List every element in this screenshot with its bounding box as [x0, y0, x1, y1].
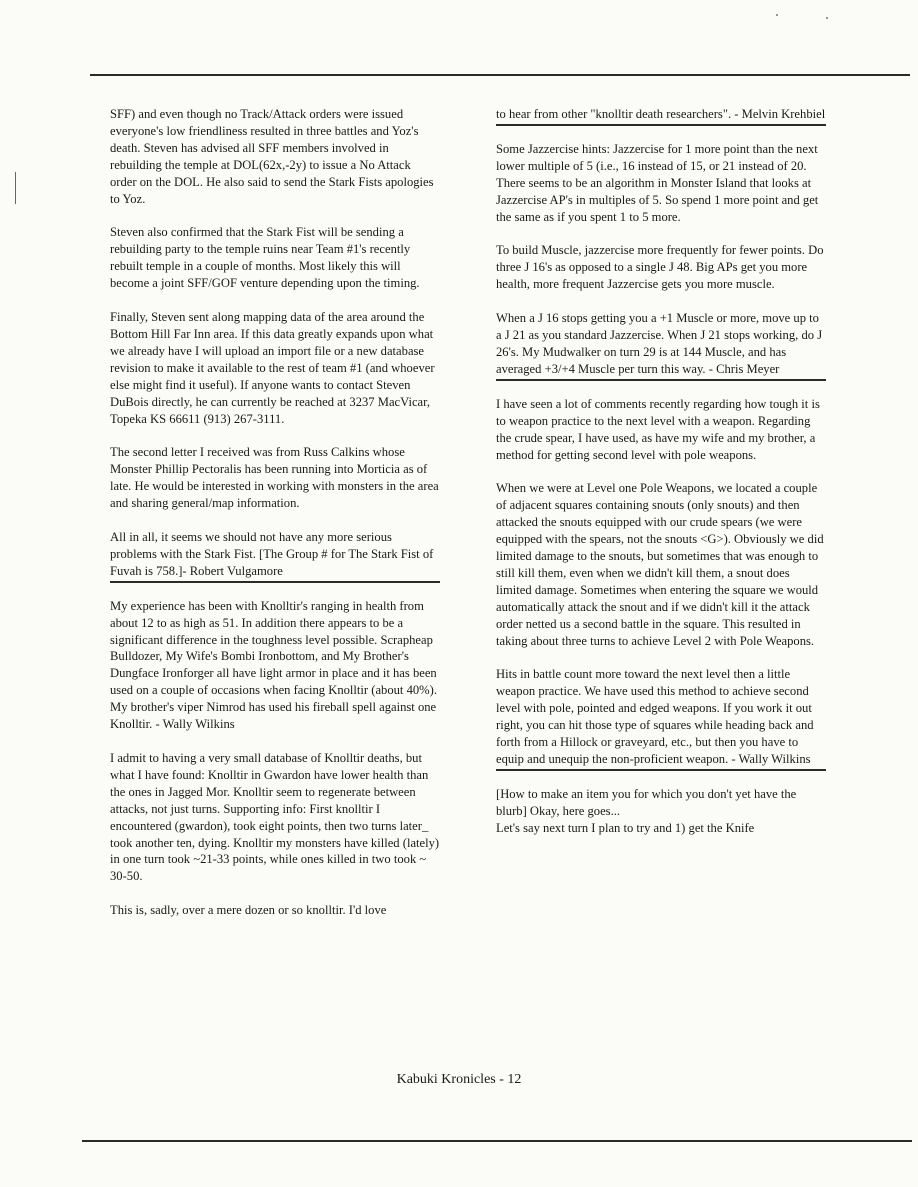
- footer-rule: [82, 1140, 912, 1142]
- scan-mark: [15, 172, 16, 204]
- scan-speck: [826, 17, 828, 19]
- paragraph-stark-fist-battles: SFF) and even though no Track/Attack orders were issued everyone's low friendliness resulted in three battles and Yoz's death. Steven has advised all SFF members involved in rebuilding the temple at DOL(62x,-2y) to issue a No Attack order on the DOL. He also said to send the Stark Fists apologies to Yoz.: [110, 107, 434, 206]
- paragraph-meyer-signoff: When a J 16 stops getting you a +1 Muscle or more, move up to a J 21 as you standard Jazzercise. When J 21 stops working, do J 26's. My Mudwalker on turn 29 is at 144 Muscle, and has averaged +3/+4 Muscle per turn this way. - Chris Meyer: [496, 310, 826, 381]
- right-column: [496, 106, 826, 854]
- paragraph-mapping-data: Finally, Steven sent along mapping data of the area around the Bottom Hill Far Inn area. If this data greatly expands upon what we already have I will upload an import file or a new database revision to make it available to the rest of team #1 (and whoever else might find it useful). If anyone wants to contact Steven DuBois directly, he can currently be reached at 3237 MacVicar, Topeka KS 66611 (913) 267-3111.: [110, 310, 435, 426]
- paragraph-pole-weapons: When we were at Level one Pole Weapons, we located a couple of adjacent squares containing snouts (only snouts) and then attacked the snouts equipped with our crude spears (we were equipped with the spears, not the snouts <G>). Obviously we did limited damage to the snouts, but sometimes that was enough to still kill them, even when we didn't kill them, a snout does limited damage. Sometimes when entering the square we would automatically attack the snout and if we didn't kill it the attack order netted us a second battle in the square. This resulted in taking about three turns to achieve Level 2 with Pole Weapons.: [496, 481, 824, 648]
- paragraph-krehbiel-signoff: to hear from other "knolltir death researchers". - Melvin Krehbiel: [496, 106, 826, 126]
- paragraph-knolltir-database: I admit to having a very small database of Knolltir deaths, but what I have found: Knolltir in Gwardon have lower health than the ones in Jagged Mor. Knolltir seem to regenerate between attacks, not just turns. Supporting info: First knolltir I encountered (gwardon), took eight points, then two turns later_ took another ten, dying. Knolltir my monsters have killed (lately) in one turn took ~21-33 points, while ones killed in two took ~ 30-50.: [110, 751, 440, 884]
- paragraph-second-letter: The second letter I received was from Russ Calkins whose Monster Phillip Pectoralis has been running into Morticia as of late. He would be interested in working with monsters in the area and sharing general/map information.: [110, 445, 439, 511]
- paragraph-jazzercise-hints: Some Jazzercise hints: Jazzercise for 1 more point than the next lower multiple of 5 (i.e., 16 instead of 15, or 21 instead of 20. There seems to be an algorithm in Monster Island that looks at Jazzercise AP's in multiples of 5. So spend 1 more point and get the same as if you spent 1 to 5 more.: [496, 141, 819, 224]
- header-rule: [90, 74, 910, 76]
- paragraph-knolltir-dozen: This is, sadly, over a mere dozen or so knolltir. I'd love: [110, 903, 387, 918]
- paragraph-knolltir-health: My experience has been with Knolltir's ranging in health from about 12 to as high as 51. In addition there appears to be a significant difference in the toughness level possible. Scrapheap Bulldozer, My Wife's Bombi Ironbottom, and My Brother's Dungface Ironforger all have light armor in place and it has been used on a couple of occasions when facing Knolltir (about 40%). My brother's viper Nimrod has used his fireball spell against one Knolltir. - Wally Wilkins: [110, 598, 437, 732]
- paragraph-item-blurb: [How to make an item you for which you don't yet have the blurb] Okay, here goes... Let's say next turn I plan to try and 1) get the Knife: [496, 786, 797, 835]
- paragraph-weapon-practice: I have seen a lot of comments recently regarding how tough it is to weapon practice to the next level with a weapon. Regarding the crude spear, I have used, as have my wife and my brother, a method for getting second level with pole weapons.: [496, 396, 820, 462]
- paragraph-wilkins-signoff: Hits in battle count more toward the next level then a little weapon practice. We have used this method to achieve second level with pole, pointed and edged weapons. If you work it out right, you can hit those type of squares while heading back and forth from a Hillock or graveyard, etc., but then you have to equip and unequip the non-proficient weapon. - Wally Wilkins: [496, 666, 826, 770]
- page-footer: Kabuki Kronicles - 12: [396, 1072, 522, 1087]
- paragraph-build-muscle: To build Muscle, jazzercise more frequently for fewer points. Do three J 16's as opposed to a single J 48. Big APs get you more health, more frequent Jazzercise gets you more muscle.: [496, 243, 824, 292]
- scan-speck: [776, 14, 778, 16]
- paragraph-rebuilding-party: Steven also confirmed that the Stark Fist will be sending a rebuilding party to the temple ruins near Team #1's recently rebuilt temple in a couple of months. Most likely this will become a joint SFF/GOF venture depending upon the timing.: [110, 225, 420, 291]
- paragraph-vulgamore-signoff: All in all, it seems we should not have any more serious problems with the Stark Fist. [The Group # for The Stark Fist of Fuvah is 758.]- Robert Vulgamore: [110, 529, 440, 583]
- left-column: [110, 106, 440, 936]
